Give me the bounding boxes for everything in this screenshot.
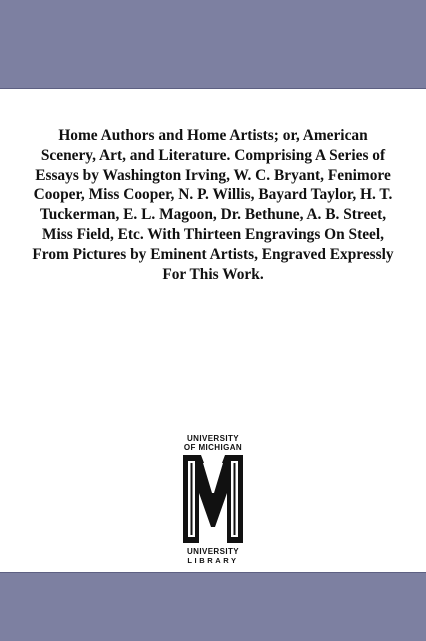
- university-logo: [176, 434, 250, 568]
- michigan-block-m-icon: [181, 453, 245, 545]
- bottom-color-band: [0, 572, 426, 641]
- logo-line-of-michigan: OF MICHIGAN: [183, 443, 243, 452]
- logo-line-library: LIBRARY: [187, 556, 239, 565]
- logo-line-university-2: UNIVERSITY: [186, 547, 239, 556]
- logo-line-university: UNIVERSITY: [186, 434, 239, 443]
- book-title: Home Authors and Home Artists; or, American Scenery, Art, and Literature. Comprising A Series of Essays by Washington Irving, W. C. Bryant, Fenimore Cooper, Miss Cooper, N. P. Willis, Bayard Taylor, H. T. Tuckerman, E. L. Magoon, Dr. Bethune, A. B. Street, Miss Field, Etc. With Thirteen Engravings On Steel, From Pictures by Eminent Artists, Engraved Expressly For This Work.: [32, 127, 394, 283]
- title-block: [30, 126, 396, 284]
- top-color-band: [0, 0, 426, 89]
